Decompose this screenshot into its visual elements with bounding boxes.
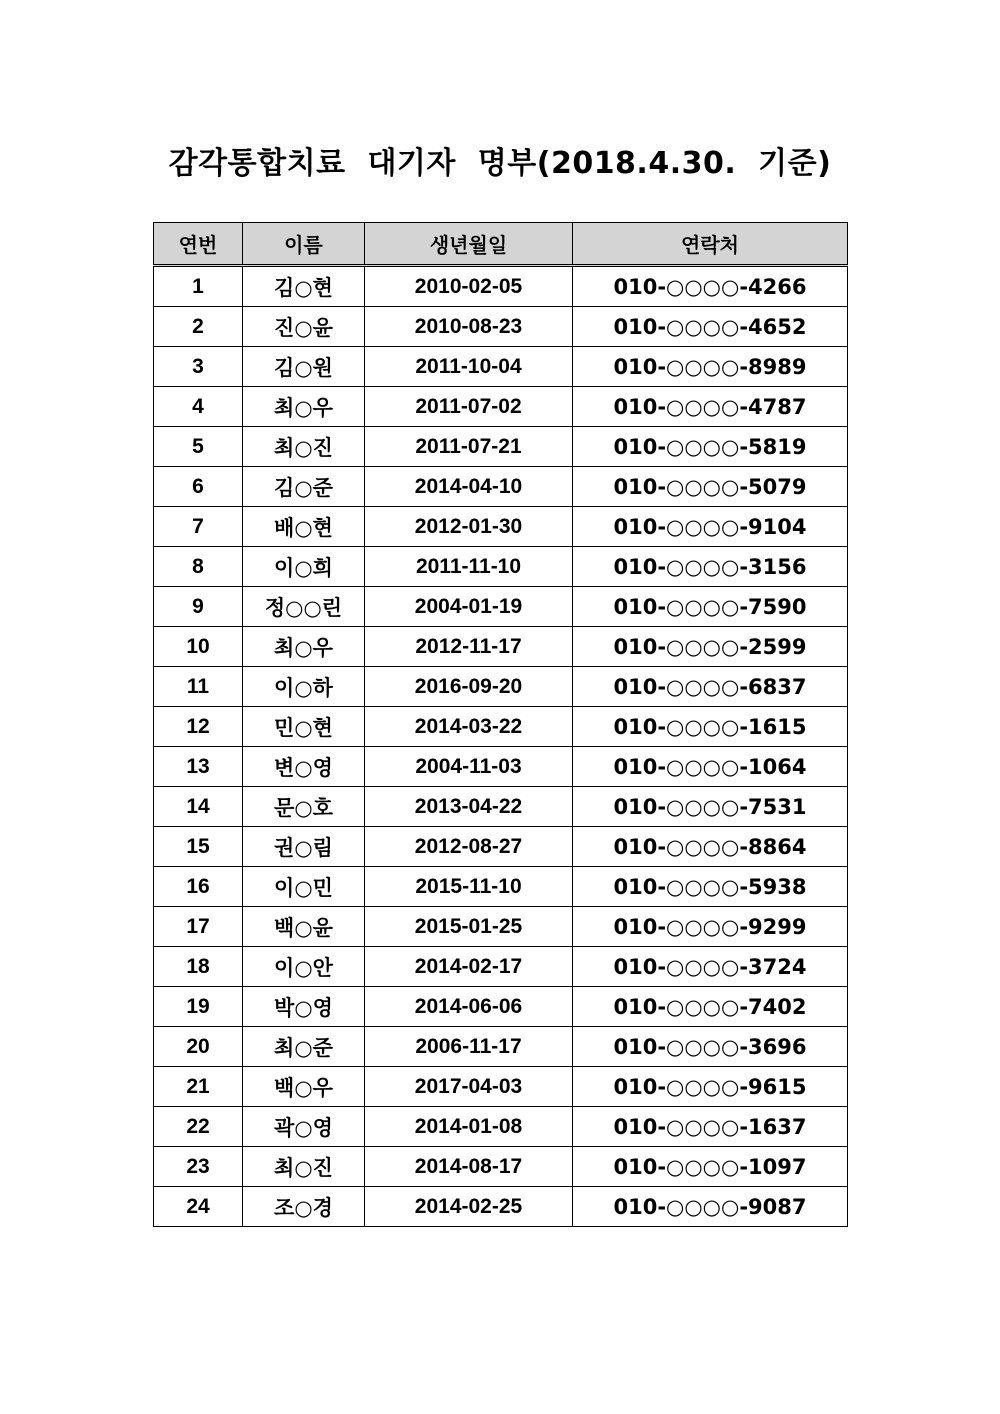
waitlist-table	[153, 222, 848, 1227]
table-row	[154, 627, 848, 667]
birthdate-cell: 2013-04-22	[365, 787, 573, 827]
phone-cell: 010-○○○○-5819	[573, 427, 848, 467]
row-number-cell: 5	[154, 427, 243, 467]
row-number-cell: 10	[154, 627, 243, 667]
phone-cell: 010-○○○○-3696	[573, 1027, 848, 1067]
table-row	[154, 1107, 848, 1147]
row-number-cell: 12	[154, 707, 243, 747]
table-row	[154, 507, 848, 547]
birthdate-cell: 2015-01-25	[365, 907, 573, 947]
row-number-cell: 21	[154, 1067, 243, 1107]
birthdate-cell: 2004-01-19	[365, 587, 573, 627]
row-number-cell: 4	[154, 387, 243, 427]
table-row	[154, 347, 848, 387]
table-row	[154, 907, 848, 947]
phone-cell: 010-○○○○-9299	[573, 907, 848, 947]
phone-cell: 010-○○○○-6837	[573, 667, 848, 707]
birthdate-cell: 2014-02-25	[365, 1187, 573, 1227]
name-cell: 조○경	[243, 1187, 365, 1227]
birthdate-cell: 2011-07-02	[365, 387, 573, 427]
row-number-cell: 15	[154, 827, 243, 867]
table-body	[154, 266, 848, 1227]
birthdate-cell: 2014-06-06	[365, 987, 573, 1027]
name-cell: 최○진	[243, 427, 365, 467]
birthdate-cell: 2011-11-10	[365, 547, 573, 587]
phone-cell: 010-○○○○-3724	[573, 947, 848, 987]
document-title: 감각통합치료 대기자 명부(2018.4.30. 기준)	[168, 146, 832, 181]
row-number-cell: 7	[154, 507, 243, 547]
name-cell: 백○윤	[243, 907, 365, 947]
row-number-cell: 6	[154, 467, 243, 507]
table-row	[154, 947, 848, 987]
row-number-cell: 3	[154, 347, 243, 387]
phone-cell: 010-○○○○-8989	[573, 347, 848, 387]
table-row	[154, 547, 848, 587]
birthdate-cell: 2004-11-03	[365, 747, 573, 787]
row-number-cell: 17	[154, 907, 243, 947]
phone-cell: 010-○○○○-1637	[573, 1107, 848, 1147]
phone-cell: 010-○○○○-4266	[573, 266, 848, 307]
birthdate-cell: 2006-11-17	[365, 1027, 573, 1067]
name-cell: 문○호	[243, 787, 365, 827]
row-number-cell: 18	[154, 947, 243, 987]
table-row	[154, 747, 848, 787]
table-row	[154, 307, 848, 347]
phone-cell: 010-○○○○-7402	[573, 987, 848, 1027]
header-birthdate: 생년월일	[365, 223, 573, 266]
header-contact: 연락처	[573, 223, 848, 266]
row-number-cell: 11	[154, 667, 243, 707]
birthdate-cell: 2011-07-21	[365, 427, 573, 467]
row-number-cell: 14	[154, 787, 243, 827]
table-row	[154, 987, 848, 1027]
row-number-cell: 1	[154, 266, 243, 307]
phone-cell: 010-○○○○-5079	[573, 467, 848, 507]
name-cell: 최○준	[243, 1027, 365, 1067]
name-cell: 김○준	[243, 467, 365, 507]
birthdate-cell: 2014-02-17	[365, 947, 573, 987]
birthdate-cell: 2015-11-10	[365, 867, 573, 907]
row-number-cell: 16	[154, 867, 243, 907]
row-number-cell: 22	[154, 1107, 243, 1147]
row-number-cell: 23	[154, 1147, 243, 1187]
phone-cell: 010-○○○○-9087	[573, 1187, 848, 1227]
birthdate-cell: 2017-04-03	[365, 1067, 573, 1107]
table-row	[154, 827, 848, 867]
phone-cell: 010-○○○○-9615	[573, 1067, 848, 1107]
table-row	[154, 707, 848, 747]
birthdate-cell: 2016-09-20	[365, 667, 573, 707]
row-number-cell: 8	[154, 547, 243, 587]
row-number-cell: 19	[154, 987, 243, 1027]
header-number: 연번	[154, 223, 243, 266]
name-cell: 이○민	[243, 867, 365, 907]
birthdate-cell: 2010-02-05	[365, 266, 573, 307]
phone-cell: 010-○○○○-2599	[573, 627, 848, 667]
phone-cell: 010-○○○○-3156	[573, 547, 848, 587]
phone-cell: 010-○○○○-7590	[573, 587, 848, 627]
name-cell: 권○림	[243, 827, 365, 867]
phone-cell: 010-○○○○-9104	[573, 507, 848, 547]
birthdate-cell: 2010-08-23	[365, 307, 573, 347]
phone-cell: 010-○○○○-4652	[573, 307, 848, 347]
name-cell: 최○우	[243, 387, 365, 427]
phone-cell: 010-○○○○-5938	[573, 867, 848, 907]
table-row	[154, 867, 848, 907]
name-cell: 곽○영	[243, 1107, 365, 1147]
table-row	[154, 1067, 848, 1107]
name-cell: 진○윤	[243, 307, 365, 347]
name-cell: 정○○린	[243, 587, 365, 627]
row-number-cell: 9	[154, 587, 243, 627]
phone-cell: 010-○○○○-1097	[573, 1147, 848, 1187]
table-row	[154, 1187, 848, 1227]
name-cell: 김○현	[243, 266, 365, 307]
table-row	[154, 467, 848, 507]
birthdate-cell: 2014-03-22	[365, 707, 573, 747]
birthdate-cell: 2014-08-17	[365, 1147, 573, 1187]
birthdate-cell: 2012-08-27	[365, 827, 573, 867]
table-row	[154, 667, 848, 707]
name-cell: 백○우	[243, 1067, 365, 1107]
table-row	[154, 1147, 848, 1187]
name-cell: 변○영	[243, 747, 365, 787]
table-row	[154, 387, 848, 427]
name-cell: 이○안	[243, 947, 365, 987]
table-header-row	[154, 223, 848, 266]
table-row	[154, 427, 848, 467]
name-cell: 이○하	[243, 667, 365, 707]
table-row	[154, 266, 848, 307]
table-row	[154, 1027, 848, 1067]
row-number-cell: 20	[154, 1027, 243, 1067]
table-row	[154, 787, 848, 827]
row-number-cell: 24	[154, 1187, 243, 1227]
phone-cell: 010-○○○○-1064	[573, 747, 848, 787]
table-row	[154, 587, 848, 627]
name-cell: 이○희	[243, 547, 365, 587]
birthdate-cell: 2011-10-04	[365, 347, 573, 387]
birthdate-cell: 2014-01-08	[365, 1107, 573, 1147]
phone-cell: 010-○○○○-7531	[573, 787, 848, 827]
birthdate-cell: 2014-04-10	[365, 467, 573, 507]
header-name: 이름	[243, 223, 365, 266]
birthdate-cell: 2012-11-17	[365, 627, 573, 667]
birthdate-cell: 2012-01-30	[365, 507, 573, 547]
name-cell: 최○우	[243, 627, 365, 667]
name-cell: 민○현	[243, 707, 365, 747]
name-cell: 배○현	[243, 507, 365, 547]
phone-cell: 010-○○○○-1615	[573, 707, 848, 747]
phone-cell: 010-○○○○-4787	[573, 387, 848, 427]
name-cell: 김○원	[243, 347, 365, 387]
row-number-cell: 2	[154, 307, 243, 347]
row-number-cell: 13	[154, 747, 243, 787]
name-cell: 박○영	[243, 987, 365, 1027]
name-cell: 최○진	[243, 1147, 365, 1187]
phone-cell: 010-○○○○-8864	[573, 827, 848, 867]
